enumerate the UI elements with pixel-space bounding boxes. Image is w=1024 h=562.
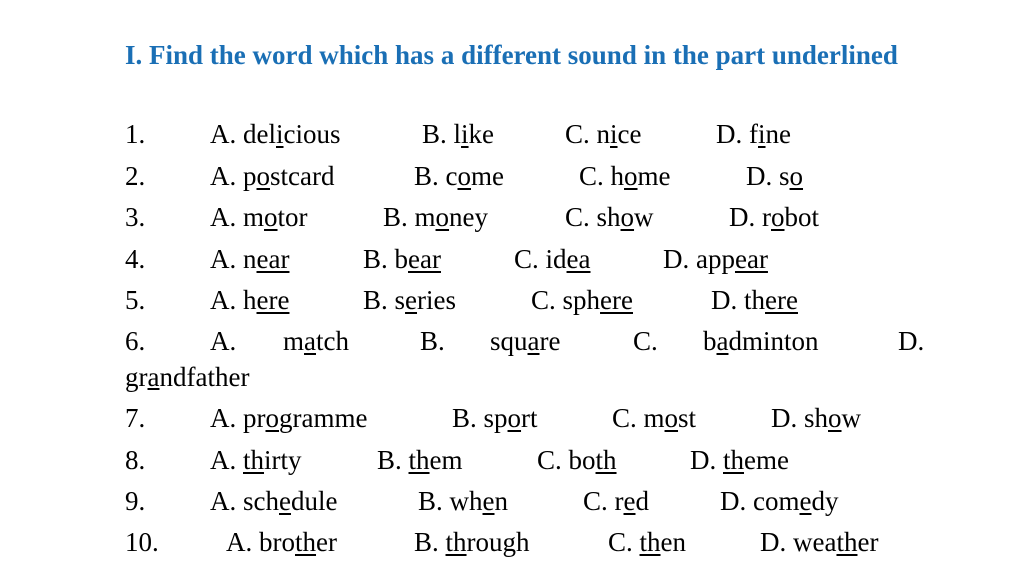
question-row bbox=[0, 442, 1024, 478]
answer-option bbox=[210, 199, 308, 235]
underlined-part: o bbox=[771, 202, 785, 232]
answer-option bbox=[608, 524, 686, 560]
underlined-part: ere bbox=[765, 285, 798, 315]
answer-option bbox=[210, 282, 289, 318]
answer-option bbox=[210, 483, 337, 519]
underlined-part: th bbox=[445, 527, 467, 557]
word-part: ce bbox=[617, 119, 642, 149]
word-part: ne bbox=[765, 119, 791, 149]
question-row bbox=[0, 483, 1024, 519]
underlined-part: o bbox=[457, 161, 471, 191]
answer-option bbox=[746, 158, 803, 194]
option-letter: A. bbox=[210, 285, 237, 315]
question-row bbox=[0, 158, 1024, 194]
question-row bbox=[0, 241, 1024, 277]
option-letter: C. bbox=[633, 326, 658, 356]
word-part: f bbox=[749, 119, 758, 149]
underlined-part: o bbox=[620, 202, 635, 232]
option-letter: C. bbox=[608, 527, 633, 557]
question-number: 9. bbox=[125, 486, 146, 516]
option-letter: A. bbox=[210, 119, 237, 149]
underlined-part: o bbox=[624, 161, 638, 191]
option-letter: D. bbox=[711, 285, 738, 315]
answer-option bbox=[210, 400, 367, 436]
question-row bbox=[0, 199, 1024, 235]
word-part: n bbox=[596, 119, 611, 149]
option-letter: A. bbox=[210, 202, 237, 232]
underlined-part: o bbox=[256, 161, 270, 191]
underlined-part: i bbox=[461, 119, 469, 149]
question-row bbox=[0, 323, 1024, 359]
answer-option bbox=[729, 199, 819, 235]
word-part: ke bbox=[468, 119, 495, 149]
underlined-part: i bbox=[276, 119, 284, 149]
option-letter: D. bbox=[720, 486, 747, 516]
underlined-part: ear bbox=[408, 244, 441, 274]
word-part: sp bbox=[483, 403, 508, 433]
option-letter: D. bbox=[663, 244, 690, 274]
word-part: m bbox=[414, 202, 436, 232]
exercise-heading: I. Find the word which has a different sound in the part underlined bbox=[125, 40, 898, 70]
underlined-part: th bbox=[243, 445, 265, 475]
answer-option bbox=[771, 400, 861, 436]
word-part: m bbox=[283, 326, 305, 356]
option-letter: C. bbox=[537, 445, 562, 475]
answer-option bbox=[579, 158, 671, 194]
option-letter: B. bbox=[377, 445, 402, 475]
word-part: m bbox=[243, 202, 265, 232]
underlined-part: o bbox=[435, 202, 450, 232]
word-part: ndfather bbox=[159, 362, 250, 392]
underlined-part: a bbox=[527, 326, 540, 356]
word-part: c bbox=[445, 161, 458, 191]
option-letter: C. bbox=[514, 244, 539, 274]
answer-option bbox=[210, 158, 334, 194]
option-letter: C. bbox=[531, 285, 556, 315]
option-letter: D. bbox=[771, 403, 798, 433]
option-letter: B. bbox=[418, 486, 443, 516]
option-letter: B. bbox=[420, 326, 445, 356]
word-part: gr bbox=[125, 362, 148, 392]
word-part: d bbox=[635, 486, 649, 516]
word-part: del bbox=[243, 119, 276, 149]
word-part: n bbox=[243, 244, 257, 274]
question-row bbox=[0, 282, 1024, 318]
underlined-part: e bbox=[482, 486, 495, 516]
underlined-part: e bbox=[799, 486, 812, 516]
answer-option bbox=[226, 524, 337, 560]
answer-option bbox=[422, 116, 494, 152]
underlined-part: th bbox=[639, 527, 661, 557]
question-number: 4. bbox=[125, 244, 146, 274]
question-number: 6. bbox=[125, 326, 146, 356]
answer-option bbox=[452, 400, 538, 436]
option-letter: A. bbox=[226, 527, 253, 557]
word-part: sh bbox=[596, 202, 621, 232]
word-part: app bbox=[696, 244, 735, 274]
underlined-part: a bbox=[716, 326, 729, 356]
option-word bbox=[283, 323, 349, 359]
underlined-part: ear bbox=[256, 244, 290, 274]
word-part: r bbox=[614, 486, 624, 516]
question-row bbox=[0, 524, 1024, 560]
option-word bbox=[125, 359, 249, 395]
question-number: 1. bbox=[125, 119, 146, 149]
question-number: 8. bbox=[125, 445, 146, 475]
option-letter: D. bbox=[760, 527, 787, 557]
underlined-part: ea bbox=[566, 244, 591, 274]
answer-option bbox=[663, 241, 768, 277]
word-part: em bbox=[429, 445, 463, 475]
option-letter: C. bbox=[583, 486, 608, 516]
underlined-part: e bbox=[405, 285, 418, 315]
word-part: en bbox=[660, 527, 687, 557]
word-part: eme bbox=[744, 445, 789, 475]
word-part: sph bbox=[562, 285, 601, 315]
word-part: w bbox=[634, 202, 654, 232]
word-part: cious bbox=[283, 119, 341, 149]
word-part: sh bbox=[804, 403, 829, 433]
answer-option bbox=[531, 282, 633, 318]
word-part: er bbox=[857, 527, 879, 557]
answer-option bbox=[514, 241, 591, 277]
answer-option bbox=[414, 158, 504, 194]
word-part: irty bbox=[264, 445, 302, 475]
underlined-part: e bbox=[623, 486, 636, 516]
option-letter: B. bbox=[363, 285, 388, 315]
answer-option bbox=[537, 442, 617, 478]
word-part: th bbox=[744, 285, 766, 315]
answer-option bbox=[414, 524, 530, 560]
answer-option bbox=[711, 282, 798, 318]
answer-option bbox=[565, 199, 654, 235]
underlined-part: i bbox=[610, 119, 618, 149]
underlined-part: o bbox=[265, 403, 279, 433]
word-part: w bbox=[841, 403, 862, 433]
answer-option bbox=[383, 199, 488, 235]
option-letter: A. bbox=[210, 486, 237, 516]
word-part: rough bbox=[466, 527, 530, 557]
question-number: 3. bbox=[125, 202, 146, 232]
question-number: 10. bbox=[125, 527, 159, 557]
word-part: l bbox=[453, 119, 462, 149]
option-letter: A. bbox=[210, 403, 237, 433]
option-letter: D. bbox=[729, 202, 756, 232]
word-part: rt bbox=[521, 403, 538, 433]
word-part: n bbox=[494, 486, 508, 516]
word-part: me bbox=[637, 161, 671, 191]
option-letter: A. bbox=[210, 326, 237, 356]
word-part: er bbox=[316, 527, 337, 557]
question-number: 5. bbox=[125, 285, 146, 315]
underlined-part: th bbox=[723, 445, 745, 475]
underlined-part: ere bbox=[600, 285, 633, 315]
word-part: squ bbox=[490, 326, 528, 356]
option-letter: B. bbox=[414, 527, 439, 557]
word-part: me bbox=[471, 161, 504, 191]
underlined-part: th bbox=[408, 445, 430, 475]
answer-option bbox=[760, 524, 878, 560]
question-row bbox=[0, 116, 1024, 152]
word-part: s bbox=[779, 161, 790, 191]
option-letter: B. bbox=[414, 161, 439, 191]
underlined-part: a bbox=[147, 362, 160, 392]
underlined-part: ere bbox=[256, 285, 290, 315]
option-word bbox=[703, 323, 819, 359]
answer-option bbox=[716, 116, 791, 152]
word-part: ney bbox=[449, 202, 489, 232]
word-part: bot bbox=[784, 202, 820, 232]
answer-option bbox=[565, 116, 642, 152]
question-row bbox=[0, 400, 1024, 436]
word-part: bro bbox=[259, 527, 295, 557]
question-number: 7. bbox=[125, 403, 146, 433]
word-part: stcard bbox=[270, 161, 335, 191]
underlined-part: o bbox=[789, 161, 804, 191]
word-part: wea bbox=[793, 527, 837, 557]
answer-option bbox=[210, 241, 289, 277]
option-letter: C. bbox=[579, 161, 604, 191]
option-letter: A. bbox=[210, 244, 237, 274]
option-letter: B. bbox=[383, 202, 408, 232]
word-part: sch bbox=[243, 486, 279, 516]
word-part: h bbox=[243, 285, 257, 315]
option-letter: A. bbox=[210, 445, 237, 475]
word-part: gramme bbox=[279, 403, 368, 433]
option-letter: A. bbox=[210, 161, 237, 191]
underlined-part: th bbox=[295, 527, 317, 557]
word-part: st bbox=[678, 403, 697, 433]
word-part: com bbox=[753, 486, 800, 516]
word-part: b bbox=[394, 244, 409, 274]
answer-option bbox=[720, 483, 838, 519]
word-part: bo bbox=[568, 445, 596, 475]
word-part: tch bbox=[316, 326, 349, 356]
answer-option bbox=[690, 442, 789, 478]
underlined-part: th bbox=[595, 445, 617, 475]
word-part: ries bbox=[417, 285, 456, 315]
option-letter: C. bbox=[612, 403, 637, 433]
underlined-part: o bbox=[664, 403, 679, 433]
underlined-part: th bbox=[836, 527, 858, 557]
word-part: id bbox=[545, 244, 567, 274]
option-letter: D. bbox=[746, 161, 773, 191]
underlined-part: o bbox=[828, 403, 842, 433]
word-part: dy bbox=[811, 486, 839, 516]
word-part: b bbox=[703, 326, 717, 356]
option-word bbox=[490, 323, 560, 359]
underlined-part: ear bbox=[734, 244, 768, 274]
word-part: h bbox=[610, 161, 625, 191]
word-part: tor bbox=[277, 202, 308, 232]
answer-option bbox=[363, 282, 456, 318]
option-letter: D. bbox=[690, 445, 717, 475]
option-letter: D. bbox=[898, 326, 925, 356]
word-part: wh bbox=[449, 486, 483, 516]
word-part: s bbox=[394, 285, 406, 315]
word-part: m bbox=[643, 403, 665, 433]
answer-option bbox=[363, 241, 441, 277]
word-part: r bbox=[762, 202, 771, 232]
option-letter: C. bbox=[565, 119, 590, 149]
underlined-part: a bbox=[304, 326, 316, 356]
answer-option bbox=[418, 483, 508, 519]
answer-option bbox=[210, 442, 302, 478]
option-letter: B. bbox=[422, 119, 447, 149]
option-letter: C. bbox=[565, 202, 590, 232]
option-letter: B. bbox=[363, 244, 388, 274]
answer-option bbox=[210, 116, 341, 152]
answer-option bbox=[612, 400, 696, 436]
word-part: p bbox=[243, 161, 257, 191]
underlined-part: i bbox=[758, 119, 766, 149]
word-part: re bbox=[539, 326, 561, 356]
question-number: 2. bbox=[125, 161, 146, 191]
option-letter: D. bbox=[716, 119, 743, 149]
underlined-part: o bbox=[507, 403, 522, 433]
word-part: dule bbox=[290, 486, 338, 516]
answer-option bbox=[583, 483, 649, 519]
option-letter: B. bbox=[452, 403, 477, 433]
underlined-part: o bbox=[264, 202, 278, 232]
word-part: dminton bbox=[728, 326, 819, 356]
word-part: pr bbox=[243, 403, 266, 433]
underlined-part: e bbox=[279, 486, 291, 516]
answer-option bbox=[377, 442, 463, 478]
